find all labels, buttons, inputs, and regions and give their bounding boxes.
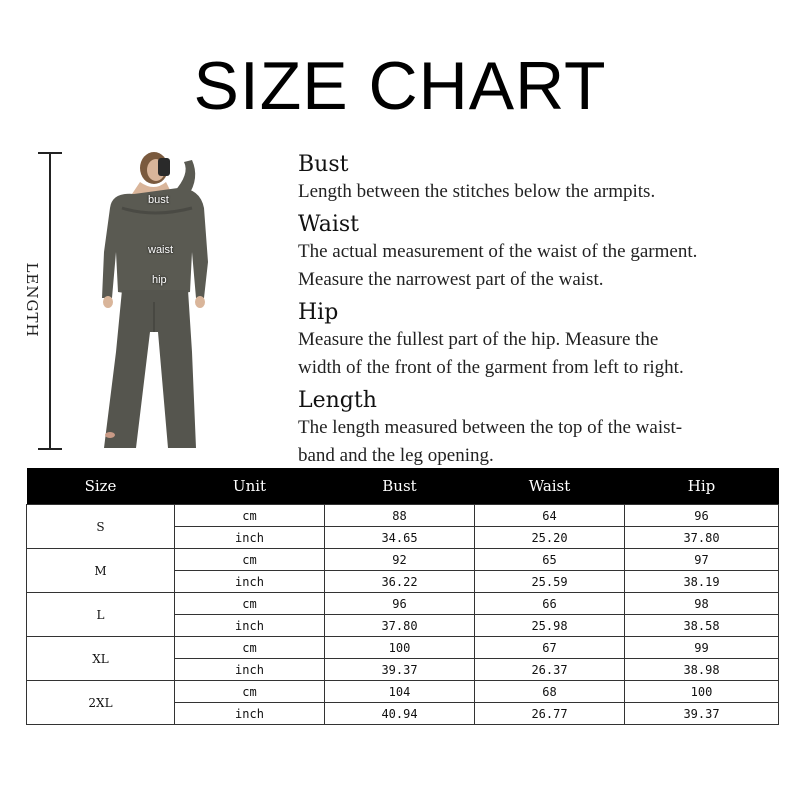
bust-cell: 40.94 — [325, 703, 475, 725]
waist-cell: 64 — [475, 505, 625, 527]
waist-cell: 26.77 — [475, 703, 625, 725]
bust-cell: 36.22 — [325, 571, 475, 593]
bust-cell: 37.80 — [325, 615, 475, 637]
waist-cell: 65 — [475, 549, 625, 571]
waist-cell: 26.37 — [475, 659, 625, 681]
waist-cell: 68 — [475, 681, 625, 703]
table-row — [27, 549, 779, 571]
unit-cell: inch — [175, 615, 325, 637]
length-heading: Length — [298, 388, 377, 413]
page-title: SIZE CHART — [193, 48, 607, 124]
unit-cell: cm — [175, 637, 325, 659]
header-bust: Bust — [325, 468, 475, 505]
table-row — [27, 637, 779, 659]
size-label: M — [27, 549, 175, 593]
unit-cell: inch — [175, 659, 325, 681]
hip-cell: 37.80 — [625, 527, 779, 549]
unit-cell: cm — [175, 593, 325, 615]
bust-tag: bust — [148, 194, 169, 206]
hip-description: Measure the fullest part of the hip. Measure the width of the front of the garment from left to right. — [298, 329, 684, 378]
ruler-label: LENGTH — [23, 258, 41, 341]
table-row — [27, 505, 779, 527]
hip-cell: 100 — [625, 681, 779, 703]
table-row — [27, 593, 779, 615]
unit-cell: inch — [175, 703, 325, 725]
waist-description: The actual measurement of the waist of the garment. Measure the narrowest part of the waist. — [298, 241, 698, 290]
ruler-line — [49, 152, 51, 450]
waist-cell: 25.59 — [475, 571, 625, 593]
bust-cell: 100 — [325, 637, 475, 659]
hip-heading: Hip — [298, 300, 339, 325]
ruler-bottom-cap — [38, 448, 62, 450]
hip-cell: 98 — [625, 593, 779, 615]
size-label: L — [27, 593, 175, 637]
bust-cell: 92 — [325, 549, 475, 571]
unit-cell: cm — [175, 549, 325, 571]
unit-cell: inch — [175, 527, 325, 549]
waist-cell: 67 — [475, 637, 625, 659]
unit-cell: cm — [175, 681, 325, 703]
header-hip: Hip — [625, 468, 779, 505]
header-size: Size — [27, 468, 175, 505]
waist-cell: 25.98 — [475, 615, 625, 637]
waist-heading: Waist — [298, 212, 359, 237]
waist-tag: waist — [148, 244, 174, 256]
hip-cell: 38.98 — [625, 659, 779, 681]
table-header-row — [27, 468, 779, 505]
bust-cell: 39.37 — [325, 659, 475, 681]
hip-cell: 39.37 — [625, 703, 779, 725]
unit-cell: inch — [175, 571, 325, 593]
bust-heading: Bust — [298, 152, 349, 177]
header-waist: Waist — [475, 468, 625, 505]
table-row — [27, 681, 779, 703]
bust-cell: 34.65 — [325, 527, 475, 549]
length-description: The length measured between the top of the waist- band and the leg opening. — [298, 417, 683, 466]
header-unit: Unit — [175, 468, 325, 505]
waist-cell: 25.20 — [475, 527, 625, 549]
size-label: S — [27, 505, 175, 549]
bust-cell: 96 — [325, 593, 475, 615]
hip-cell: 99 — [625, 637, 779, 659]
unit-cell: cm — [175, 505, 325, 527]
bust-cell: 88 — [325, 505, 475, 527]
hip-cell: 96 — [625, 505, 779, 527]
model-figure — [92, 152, 222, 452]
hip-tag: hip — [152, 274, 167, 286]
bust-cell: 104 — [325, 681, 475, 703]
hip-cell: 38.58 — [625, 615, 779, 637]
size-label: XL — [27, 637, 175, 681]
waist-cell: 66 — [475, 593, 625, 615]
size-label: 2XL — [27, 681, 175, 725]
size-table — [26, 468, 779, 725]
bust-description: Length between the stitches below the armpits. — [298, 181, 656, 202]
hip-cell: 97 — [625, 549, 779, 571]
measurement-descriptions — [298, 152, 778, 476]
hip-cell: 38.19 — [625, 571, 779, 593]
